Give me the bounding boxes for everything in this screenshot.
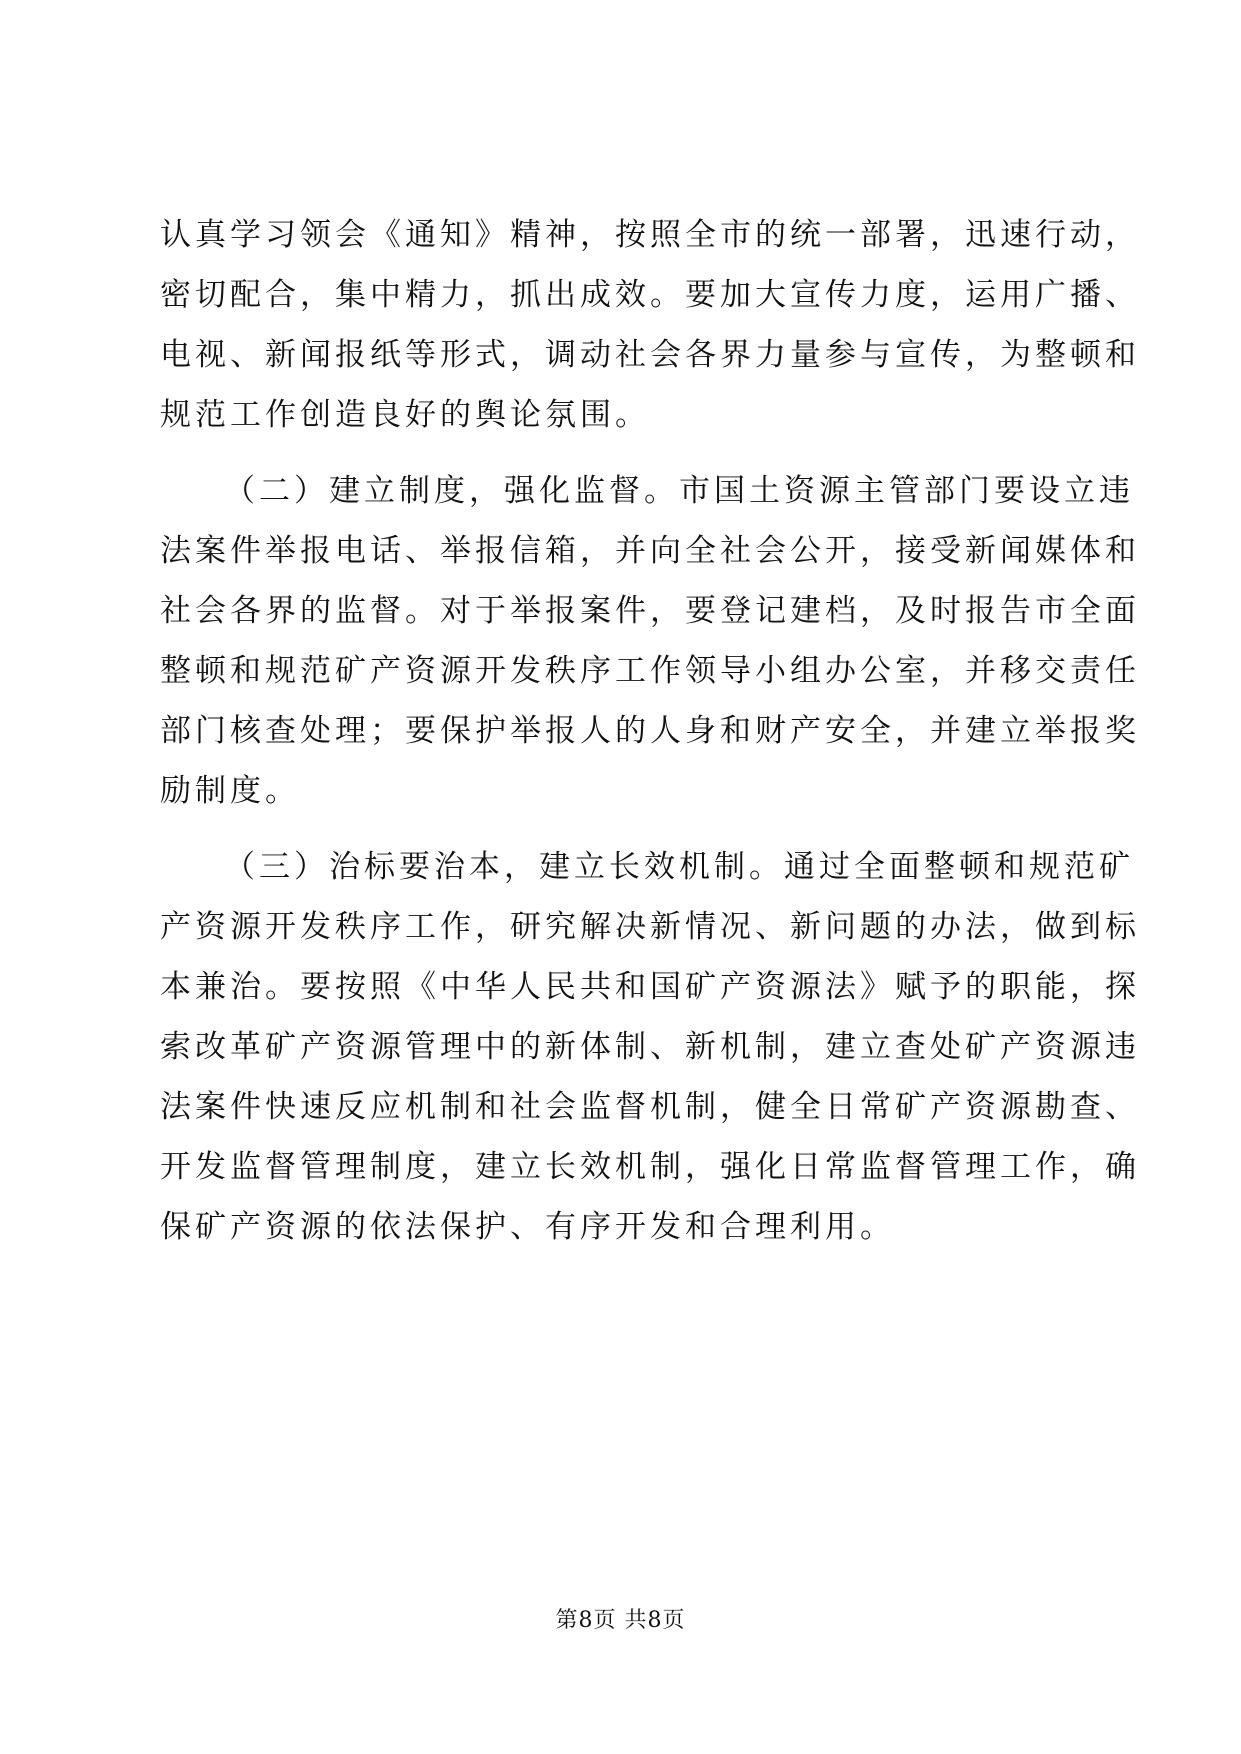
paragraph-3: [160, 837, 1140, 1257]
page-number-footer: 第8页 共8页: [555, 1608, 686, 1633]
body-text: [160, 205, 1140, 1257]
text-line: 保矿产资源的依法保护、有序开发和合理利用。: [160, 1209, 895, 1245]
text-line: 规范工作创造良好的舆论氛围。: [160, 397, 650, 433]
text-line: 社会各界的监督。对于举报案件，要登记建档，及时报告市全面: [160, 593, 1140, 629]
text-line: 整顿和规范矿产资源开发秩序工作领导小组办公室，并移交责任: [160, 653, 1140, 689]
text-line: 法案件快速反应机制和社会监督机制，健全日常矿产资源勘查、: [160, 1089, 1140, 1125]
paragraph-gap: [160, 445, 1080, 461]
text-line: 本兼治。要按照《中华人民共和国矿产资源法》赋予的职能，探: [160, 969, 1140, 1005]
text-line: 索改革矿产资源管理中的新体制、新机制，建立查处矿产资源违: [160, 1029, 1140, 1065]
text-line: 密切配合，集中精力，抓出成效。要加大宣传力度，运用广播、: [160, 277, 1140, 313]
paragraph-1: [160, 205, 1140, 445]
text-line: 产资源开发秩序工作，研究解决新情况、新问题的办法，做到标: [160, 909, 1140, 945]
paragraph-gap: [160, 821, 1080, 837]
text-line: 励制度。: [160, 773, 300, 809]
text-line: 部门核查处理；要保护举报人的人身和财产安全，并建立举报奖: [160, 713, 1140, 749]
text-line: 认真学习领会《通知》精神，按照全市的统一部署，迅速行动，: [160, 217, 1140, 253]
text-line: （三）治标要治本，建立长效机制。通过全面整顿和规范矿: [224, 849, 1134, 885]
paragraph-2: [160, 461, 1140, 821]
text-line: 开发监督管理制度，建立长效机制，强化日常监督管理工作，确: [160, 1149, 1140, 1185]
text-line: 法案件举报电话、举报信箱，并向全社会公开，接受新闻媒体和: [160, 533, 1140, 569]
text-line: （二）建立制度，强化监督。市国土资源主管部门要设立违: [224, 473, 1134, 509]
text-line: 电视、新闻报纸等形式，调动社会各界力量参与宣传，为整顿和: [160, 337, 1140, 373]
